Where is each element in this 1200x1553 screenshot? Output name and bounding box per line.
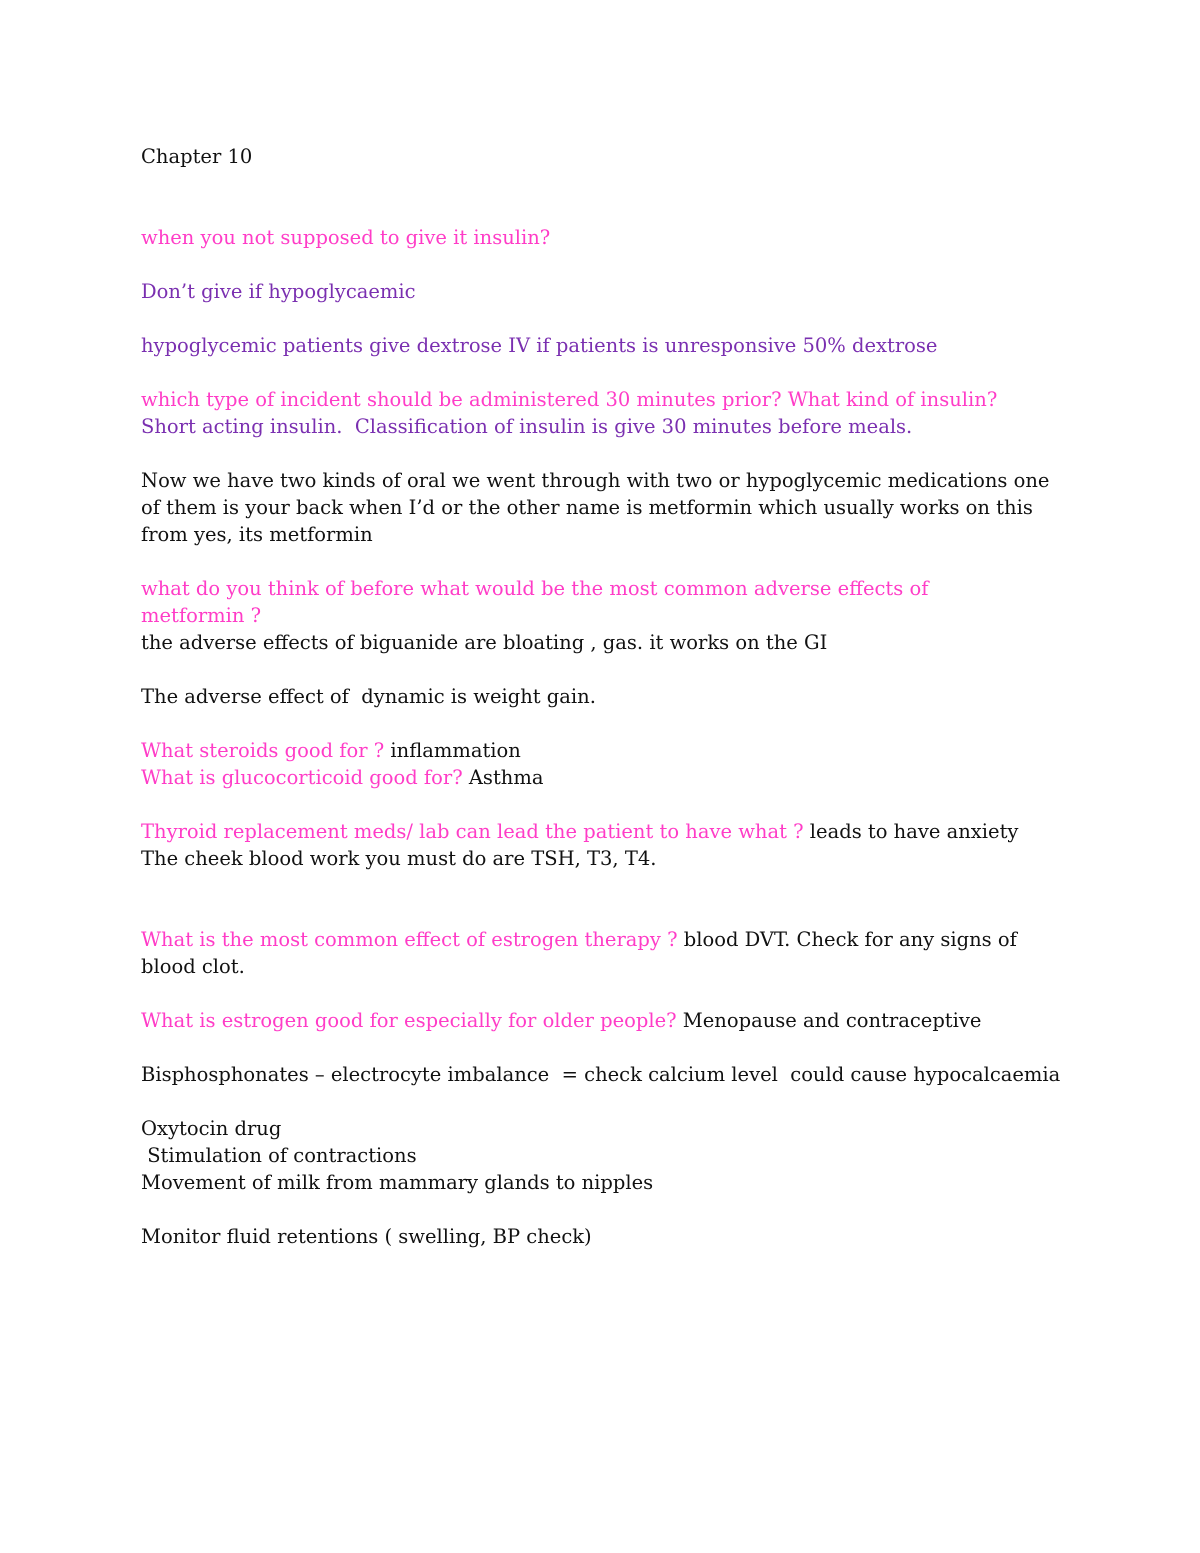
answer-short-acting: Short acting insulin. Classification of insulin is give 30 minutes before meals. (141, 415, 913, 438)
paragraph-weight-gain: The adverse effect of dynamic is weight gain. (141, 685, 596, 708)
question-thyroid: Thyroid replacement meds/ lab can lead the patient to have what ? (141, 820, 804, 843)
question-insulin: when you not supposed to give it insulin? (141, 226, 551, 249)
question-glucocorticoid: What is glucocorticoid good for? (141, 766, 463, 789)
question-metformin-2: metformin ? (141, 604, 262, 627)
oxytocin-title: Oxytocin drug (141, 1117, 282, 1140)
question-steroids: What steroids good for ? (141, 739, 385, 762)
answer-dextrose: hypoglycemic patients give dextrose IV if patients is unresponsive 50% dextrose (141, 334, 938, 357)
paragraph-bisphosphonates: Bisphosphonates – electrocyte imbalance = check calcium level could cause hypocalcaemia (141, 1063, 1061, 1086)
oxytocin-milk: Movement of milk from mammary glands to nipples (141, 1171, 654, 1194)
paragraph-oral-meds-3: from yes, its metformin (141, 523, 373, 546)
oxytocin-contractions: Stimulation of contractions (141, 1144, 417, 1167)
qa-estrogen-use (141, 1007, 1071, 1034)
qa-thyroid (141, 818, 1071, 845)
answer-hypoglycaemic: Don’t give if hypoglycaemic (141, 280, 416, 303)
answer-thyroid: leads to have anxiety (803, 820, 1019, 843)
paragraph-fluid-retention: Monitor fluid retentions ( swelling, BP check) (141, 1225, 592, 1248)
answer-steroids: inflammation (384, 739, 521, 762)
answer-glucocorticoid: Asthma (462, 766, 544, 789)
answer-blood-work: The cheek blood work you must do are TSH, T3, T4. (141, 847, 657, 870)
answer-estrogen-effect: blood DVT. Check for any signs of (677, 928, 1017, 951)
paragraph-oral-meds-2: of them is your back when I’d or the other name is metformin which usually works on this (141, 496, 1033, 519)
answer-biguanide: the adverse effects of biguanide are bloating , gas. it works on the GI (141, 631, 828, 654)
qa-steroids (141, 737, 1071, 764)
qa-glucocorticoid (141, 764, 1071, 791)
question-estrogen-effect: What is the most common effect of estrogen therapy ? (141, 928, 678, 951)
question-30-minutes: which type of incident should be administered 30 minutes prior? What kind of insulin? (141, 388, 998, 411)
qa-estrogen-effect (141, 926, 1071, 953)
question-metformin-1: what do you think of before what would be the most common adverse effects of (141, 577, 929, 600)
answer-estrogen-use: Menopause and contraceptive (676, 1009, 982, 1032)
chapter-heading: Chapter 10 (141, 145, 253, 168)
answer-blood-clot: blood clot. (141, 955, 245, 978)
paragraph-oral-meds-1: Now we have two kinds of oral we went through with two or hypoglycemic medications one (141, 469, 1050, 492)
question-estrogen-use: What is estrogen good for especially for older people? (141, 1009, 677, 1032)
document-body (141, 143, 1071, 1250)
